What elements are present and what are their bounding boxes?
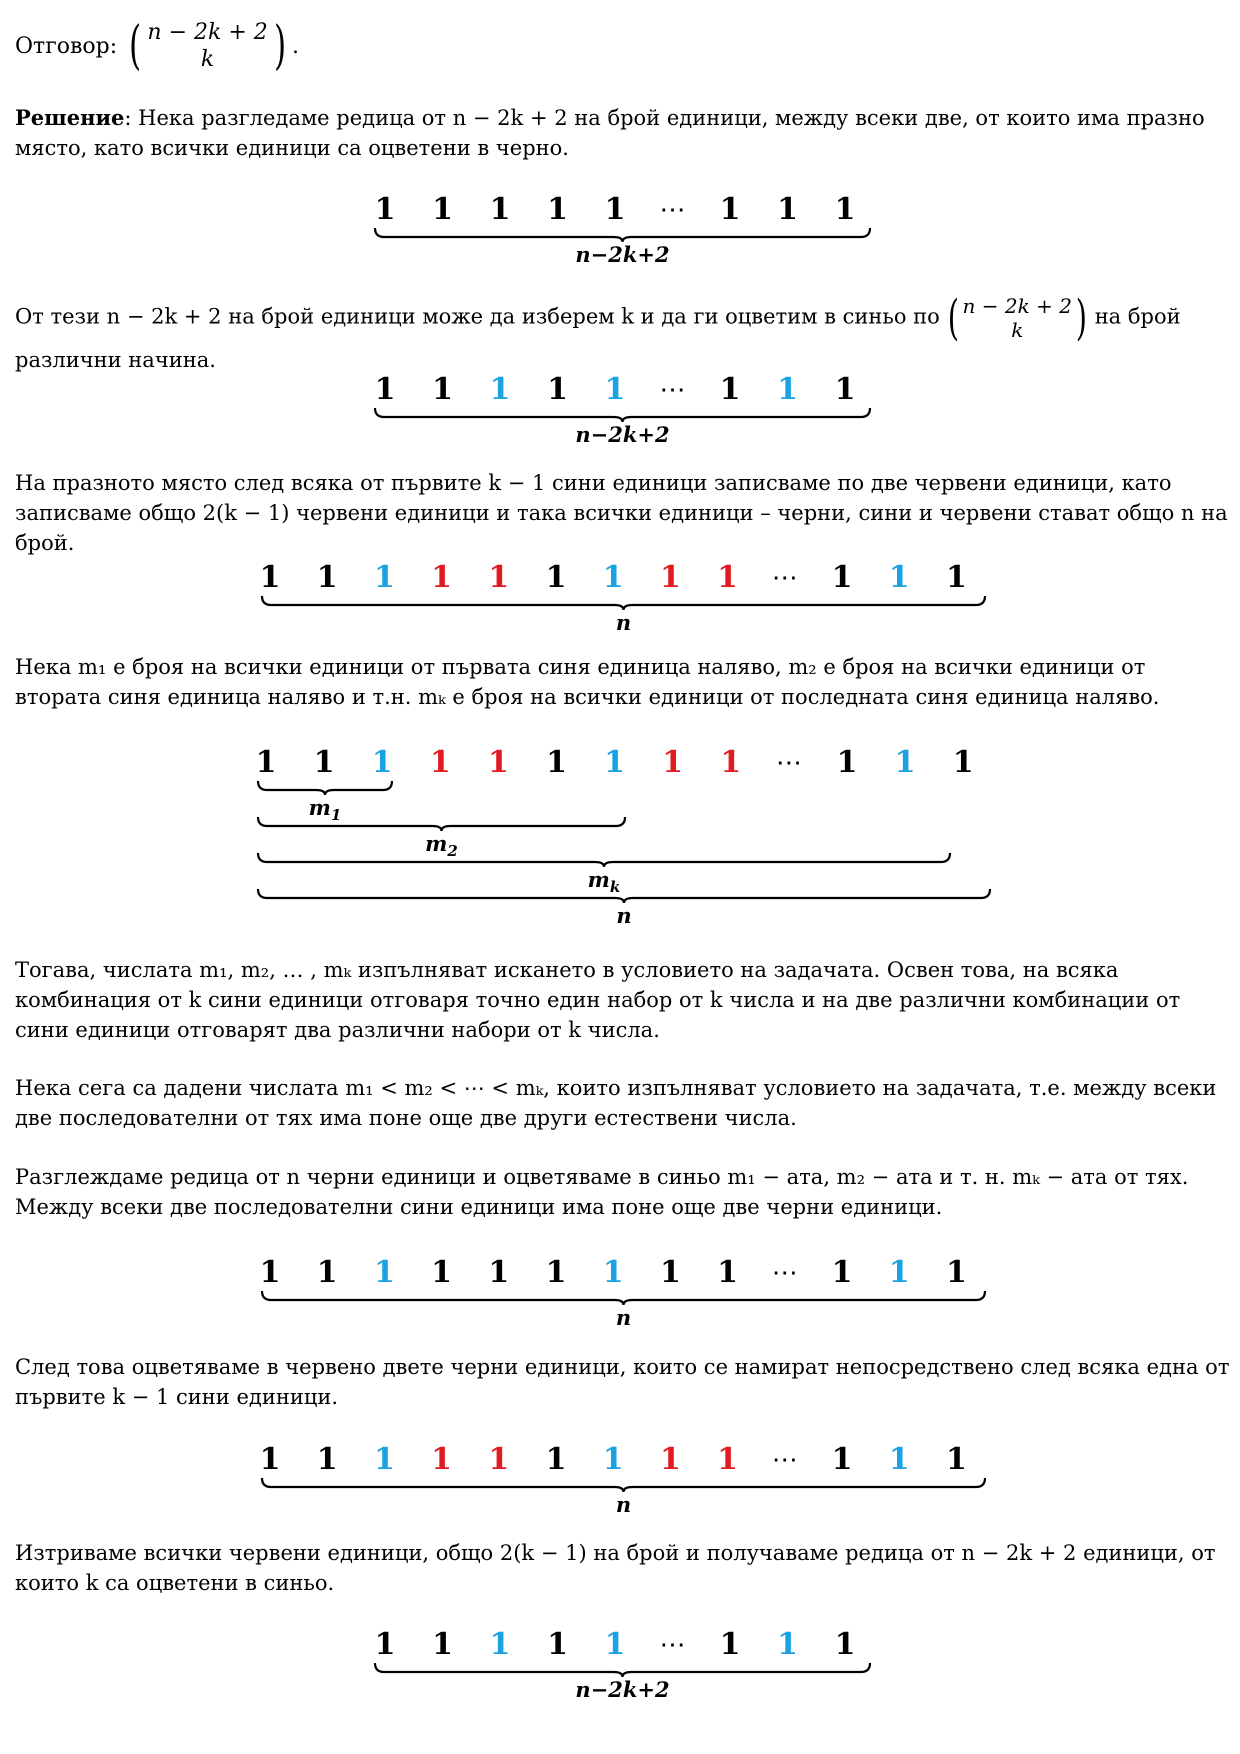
black-digit-one: 1 (659, 1255, 681, 1290)
row2-n-2k-2-label: n−2k+2 (575, 422, 670, 447)
black-digit-one: 1 (777, 192, 798, 227)
black-digit-one: 1 (945, 1255, 967, 1290)
black-digit-one: 1 (834, 1627, 856, 1662)
binom-top: n − 2k + 2 (147, 20, 268, 45)
ellipsis: ⋯ (771, 1445, 798, 1475)
red-digit-one: 1 (488, 1442, 510, 1477)
answer-end: . (292, 33, 300, 59)
black-digit-one: 1 (547, 372, 568, 407)
red-digit-one: 1 (488, 560, 510, 595)
black-digit-one: 1 (432, 372, 453, 407)
black-digit-one: 1 (545, 560, 567, 595)
blue-digit-one: 1 (894, 745, 916, 780)
solution-paragraph-5: Тогава, числата m₁, m₂, … , mₖ изпълняват искането в условието на задачата. Освен това, на всяка комбинация от k сини единици отговаря точно един набор от k числа и на две различни комбинации от сини единици отговарят два различни набори от k числа. (15, 958, 1181, 1042)
row4-mk-label: $m_k$ (587, 867, 621, 897)
black-digit-one: 1 (255, 745, 277, 780)
black-digit-one: 1 (546, 745, 567, 780)
black-digit-one: 1 (952, 745, 974, 780)
ellipsis: ⋯ (771, 1258, 798, 1288)
black-digit-one: 1 (545, 1442, 567, 1477)
answer-label: Отговор: (15, 33, 118, 59)
blue-digit-one: 1 (777, 1627, 798, 1662)
solution-paragraph-4: Нека m₁ е броя на всички единици от първата синя единица наляво, m₂ е броя на всички единици от втората синя единица наляво и т.н. mₖ е броя на всички единици от последната синя единица наляво. (15, 655, 1160, 709)
answer-line (15, 18, 299, 74)
red-digit-one: 1 (717, 1442, 739, 1477)
solution-paragraph-6: Нека сега са дадени числата m₁ < m₂ < ⋯ < mₖ, които изпълняват условието на задачата, т.е. между всеки две последователни от тях има поне още две други естествени числа. (15, 1076, 1217, 1130)
digits-row-1 (0, 192, 1240, 272)
ellipsis: ⋯ (659, 375, 686, 405)
black-digit-one: 1 (316, 1442, 338, 1477)
blue-digit-one: 1 (604, 745, 626, 780)
solution-paragraph-3: На празното място след всяка от първите k − 1 сини единици записваме по две червени единици, като записваме общо 2(k − 1) червени единици и така всички единици – черни, сини и червени стават общо n на брой. (15, 471, 1228, 555)
row4-m2-label: $m_2$ (425, 831, 458, 861)
black-digit-one: 1 (545, 1255, 567, 1290)
binom-bottom: k (200, 47, 215, 72)
row4-m1-label: $m_1$ (308, 795, 342, 825)
solution-label: Решение (15, 105, 125, 130)
red-digit-one: 1 (431, 1442, 453, 1477)
black-digit-one: 1 (316, 560, 338, 595)
black-digit-one: 1 (834, 372, 856, 407)
row3-n-label: n (615, 610, 632, 635)
blue-digit-one: 1 (604, 1627, 626, 1662)
black-digit-one: 1 (488, 1255, 510, 1290)
para2-binomial: ( n − 2k + 2 k ) (947, 290, 1087, 346)
black-digit-one: 1 (604, 192, 626, 227)
row4-n-label: n (616, 903, 632, 928)
solution-paragraph-9: Изтриваме всички червени единици, общо 2(k − 1) на брой и получаваме редица от n − 2k + 2 единици, от които k са оцветени в синьо. (15, 1541, 1216, 1595)
black-digit-one: 1 (831, 560, 853, 595)
black-digit-one: 1 (945, 560, 967, 595)
row7-n-2k-2-label: n−2k+2 (575, 1677, 670, 1702)
red-digit-one: 1 (431, 560, 453, 595)
digits-row-6 (0, 1442, 1240, 1522)
blue-digit-one: 1 (602, 1442, 624, 1477)
black-digit-one: 1 (719, 192, 741, 227)
blue-digit-one: 1 (373, 1442, 395, 1477)
black-digit-one: 1 (374, 372, 396, 407)
black-digit-one: 1 (717, 1255, 739, 1290)
black-digit-one: 1 (489, 192, 511, 227)
black-digit-one: 1 (719, 1627, 741, 1662)
black-digit-one: 1 (945, 1442, 967, 1477)
row4-m1-brace (0, 779, 1240, 819)
digits-row-3 (0, 560, 1240, 640)
digits-row-7 (0, 1627, 1240, 1707)
solution-paragraph-7: Разглеждаме редица от n черни единици и оцветяваме в синьо m₁ − ата, m₂ − ата и т. н. mₖ − ата от тях. Между всеки две последователни сини единици има поне още две черни единици. (15, 1165, 1189, 1219)
blue-digit-one: 1 (604, 372, 626, 407)
binom-top: n − 2k + 2 (962, 294, 1072, 318)
row5-n-label: n (615, 1305, 632, 1330)
ellipsis: ⋯ (659, 195, 686, 225)
blue-digit-one: 1 (489, 1627, 511, 1662)
para2-after: на брой различни начина. (15, 304, 1181, 372)
ellipsis: ⋯ (775, 748, 802, 778)
solution-text: : Нека разгледаме редица от n − 2k + 2 на брой единици, между всеки две, от които има празно място, като всички единици са оцветени в черно. (15, 106, 1205, 160)
row4-m2-brace (0, 815, 1240, 855)
row1-n-2k-2-label: n−2k+2 (575, 242, 670, 267)
blue-digit-one: 1 (888, 1442, 910, 1477)
solution-paragraph-8: След това оцветяваме в червено двете черни единици, които се намират непосредствено след всяка една от първите k − 1 сини единици. (15, 1355, 1230, 1409)
blue-digit-one: 1 (888, 560, 910, 595)
black-digit-one: 1 (432, 192, 453, 227)
digits-row-2 (0, 372, 1240, 452)
solution-paragraph-1 (15, 103, 1230, 163)
blue-digit-one: 1 (602, 1255, 624, 1290)
black-digit-one: 1 (719, 372, 741, 407)
red-digit-one: 1 (717, 560, 739, 595)
solution-paragraph-2 (15, 290, 1230, 378)
row6-n-label: n (615, 1492, 632, 1517)
red-digit-one: 1 (429, 745, 451, 780)
red-digit-one: 1 (662, 745, 684, 780)
answer-binomial: ( n − 2k + 2 k ) (129, 16, 286, 76)
para2-before: От тези n − 2k + 2 на брой единици може да изберем k и да ги оцветим в синьо по (15, 304, 940, 329)
black-digit-one: 1 (831, 1255, 853, 1290)
black-digit-one: 1 (259, 560, 281, 595)
black-digit-one: 1 (547, 192, 568, 227)
blue-digit-one: 1 (373, 1255, 395, 1290)
digits-row-4 (0, 745, 1240, 935)
blue-digit-one: 1 (371, 745, 393, 780)
blue-digit-one: 1 (489, 372, 511, 407)
red-digit-one: 1 (659, 560, 681, 595)
black-digit-one: 1 (836, 745, 858, 780)
black-digit-one: 1 (313, 745, 335, 780)
ellipsis: ⋯ (771, 563, 798, 593)
blue-digit-one: 1 (602, 560, 624, 595)
black-digit-one: 1 (374, 192, 396, 227)
binom-bottom: k (1011, 318, 1024, 342)
black-digit-one: 1 (431, 1255, 453, 1290)
black-digit-one: 1 (831, 1442, 853, 1477)
black-digit-one: 1 (432, 1627, 453, 1662)
blue-digit-one: 1 (373, 560, 395, 595)
digits-row-5 (0, 1255, 1240, 1335)
black-digit-one: 1 (547, 1627, 568, 1662)
black-digit-one: 1 (259, 1442, 281, 1477)
black-digit-one: 1 (259, 1255, 281, 1290)
ellipsis: ⋯ (659, 1630, 686, 1660)
black-digit-one: 1 (834, 192, 856, 227)
red-digit-one: 1 (659, 1442, 681, 1477)
black-digit-one: 1 (374, 1627, 396, 1662)
black-digit-one: 1 (316, 1255, 338, 1290)
red-digit-one: 1 (720, 745, 742, 780)
blue-digit-one: 1 (777, 372, 798, 407)
blue-digit-one: 1 (888, 1255, 910, 1290)
red-digit-one: 1 (487, 745, 509, 780)
